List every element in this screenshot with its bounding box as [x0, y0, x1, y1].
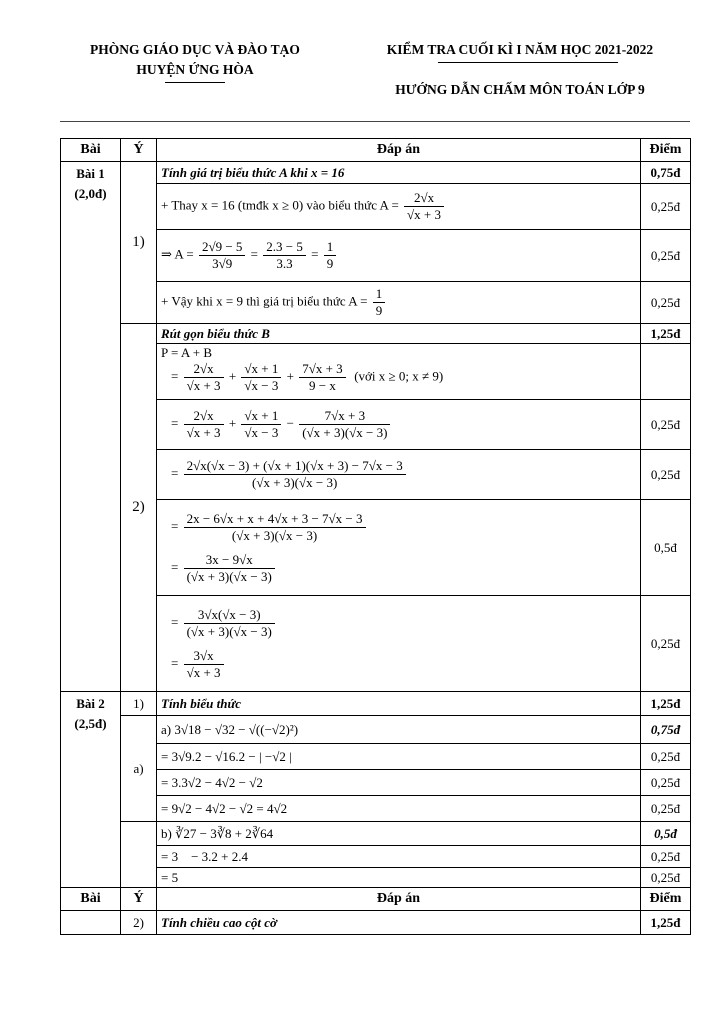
numerator: √x + 1 — [241, 361, 281, 378]
col-y: Ý — [121, 888, 157, 911]
fraction — [184, 361, 224, 394]
bai1-q2-line67 — [157, 596, 641, 692]
numerator: 2√x — [184, 408, 224, 425]
guide-title: HƯỚNG DẪN CHẤM MÔN TOÁN LỚP 9 — [395, 82, 645, 97]
fraction — [184, 408, 224, 441]
numerator: 3x − 9√x — [184, 552, 275, 569]
fraction — [324, 239, 337, 272]
numerator: 2√9 − 5 — [199, 239, 245, 256]
document-header — [0, 40, 724, 110]
bai2-a-line3-pts: 0,25đ — [641, 770, 691, 796]
bai1-q1-step1 — [157, 184, 641, 230]
numerator: 2√x(√x − 3) + (√x + 1)(√x + 3) − 7√x − 3 — [184, 458, 406, 475]
district-name: HUYỆN ỨNG HÒA — [136, 62, 254, 77]
bai1-q1-title-pts: 0,75đ — [641, 162, 691, 184]
bai2-yb-cell — [121, 822, 157, 888]
bai2-cell — [61, 692, 121, 888]
denominator: (√x + 3)(√x − 3) — [252, 475, 338, 490]
denominator: 9 — [326, 256, 334, 271]
fraction — [404, 190, 444, 223]
fraction — [184, 648, 224, 681]
denominator: (√x + 3)(√x − 3) — [302, 425, 388, 440]
numerator: 3√x(√x − 3) — [184, 607, 275, 624]
col-diem: Điểm — [641, 888, 691, 911]
header-left-underline — [165, 82, 225, 83]
bai2-y1: 1) — [121, 692, 157, 716]
bai1-q2-title: Rút gọn biểu thức B — [157, 324, 641, 344]
bai2-b-line3: = 5 — [157, 868, 641, 888]
bai2-points: (2,5đ) — [74, 716, 107, 731]
bai1-q2-line67-pts: 0,25đ — [641, 596, 691, 692]
col-bai: Bài — [61, 888, 121, 911]
bai2-ya: a) — [121, 716, 157, 822]
denominator: √x + 3 — [186, 664, 221, 680]
fraction — [184, 607, 275, 640]
step-text: + Thay x = 16 (tmđk x ≥ 0) vào biểu thức A = — [161, 197, 399, 213]
bai1-q2-line1 — [157, 344, 641, 400]
bai2-a-line2-pts: 0,25đ — [641, 744, 691, 770]
numerator: 2.3 − 5 — [263, 239, 306, 256]
numerator: √x + 1 — [241, 408, 281, 425]
numerator: 2√x — [404, 190, 444, 207]
fraction — [241, 408, 281, 441]
bai1-cell — [61, 162, 121, 692]
bai1-q1-step1-pts: 0,25đ — [641, 184, 691, 230]
expression: = $\frac{3x - 9√x}{(√x + 3)(√x - 3)}$ — [171, 552, 636, 585]
bai1-points: (2,0đ) — [74, 186, 107, 201]
department-name: PHÒNG GIÁO DỤC VÀ ĐÀO TẠO — [90, 42, 300, 57]
condition-text: (với x ≥ 0; x ≠ 9) — [354, 368, 444, 384]
bai2-q2-title-pts: 1,25đ — [641, 911, 691, 935]
table-row — [61, 692, 691, 716]
bai1-q2-line45-pts: 0,5đ — [641, 500, 691, 596]
denominator: √x + 3 — [186, 425, 221, 440]
bai1-q1-step2-pts: 0,25đ — [641, 230, 691, 282]
col-bai: Bài — [61, 139, 121, 162]
col-y: Ý — [121, 139, 157, 162]
fraction — [299, 408, 390, 441]
fraction — [373, 286, 386, 319]
denominator: 9 — [375, 303, 383, 318]
denominator: √x + 3 — [407, 207, 441, 222]
bai2-q1-title-pts: 1,25đ — [641, 692, 691, 716]
header-right-underline — [438, 62, 618, 63]
bai1-q1-step3-pts: 0,25đ — [641, 282, 691, 324]
table-header-row — [61, 139, 691, 162]
bai1-q2-line3: = $\frac{2√x(√x - 3) + (√x + 1)(√x + 3) - 7√x - 3}{(√x + 3)(√x - 3)}$ — [157, 450, 641, 500]
fraction — [184, 511, 366, 544]
col-dapan: Đáp án — [157, 888, 641, 911]
fraction — [241, 361, 281, 394]
table-row — [61, 716, 691, 744]
numerator: 7√x + 3 — [299, 361, 345, 378]
numerator: 3√x — [184, 648, 224, 665]
bai2-y2: 2) — [121, 911, 157, 935]
step-text: ⇒ A = — [161, 246, 194, 262]
denominator: 9 − x — [309, 378, 336, 393]
numerator: 2x − 6√x + x + 4√x + 3 − 7√x − 3 — [184, 511, 366, 528]
denominator: 3√9 — [212, 256, 233, 271]
numerator: 1 — [324, 239, 337, 256]
bai2-b-line1-pts: 0,5đ — [641, 822, 691, 846]
denominator: √x + 3 — [186, 378, 221, 393]
denominator: (√x + 3)(√x − 3) — [186, 623, 272, 639]
denominator: 3.3 — [276, 256, 293, 271]
table-row — [61, 162, 691, 184]
empty-pts-cell — [641, 344, 691, 400]
bai2-a-line4: = 9√2 − 4√2 − √2 = 4√2 — [157, 796, 641, 822]
bai1-q2-line2-pts: 0,25đ — [641, 400, 691, 450]
bai1-q2-line45 — [157, 500, 641, 596]
numerator: 1 — [373, 286, 386, 303]
grading-table — [60, 138, 691, 935]
bai2-a-line1: a) 3√18 − √32 − √((−√2)²) — [157, 716, 641, 744]
bai1-q2-title-pts: 1,25đ — [641, 324, 691, 344]
bai2-label: Bài 2 — [76, 696, 105, 711]
header-left — [60, 40, 330, 80]
empty-bai-cell — [61, 911, 121, 935]
header-right — [360, 40, 680, 100]
exam-title: KIỂM TRA CUỐI KÌ I NĂM HỌC 2021-2022 — [386, 42, 654, 57]
step-text: P = A + B — [161, 345, 213, 360]
col-dapan: Đáp án — [157, 139, 641, 162]
bai1-label: Bài 1 — [76, 166, 105, 181]
bai1-y2: 2) — [121, 324, 157, 692]
fraction — [199, 239, 245, 272]
bai2-b-line2: = 3 − 3.2 + 2.4 — [157, 846, 641, 868]
bai2-a-line1-pts: 0,75đ — [641, 716, 691, 744]
denominator: (√x + 3)(√x − 3) — [231, 527, 318, 543]
fraction — [299, 361, 345, 394]
bai1-q1-step2: ⇒ A = $\frac{2√9 - 5}{3√9}$ = $\frac{2.3 - 5}{3.3}$ = $\frac{1}{9}$ — [157, 230, 641, 282]
bai1-y1: 1) — [121, 162, 157, 324]
step-text: + Vậy khi x = 9 thì giá trị biểu thức A = — [161, 293, 368, 309]
fraction — [184, 458, 406, 491]
expression: = $\frac{2x - 6√x + x + 4√x + 3 - 7√x - 3}{(√x + 3)(√x - 3)}$ — [171, 511, 636, 544]
bai1-q2-line2: = $\frac{2√x}{√x + 3}$ + $\frac{√x + 1}{√x - 3}$ − $\frac{7√x + 3}{(√x + 3)(√x - 3)}$ — [157, 400, 641, 450]
expression: = $\frac{3√x}{√x + 3}$ — [171, 648, 636, 681]
bai2-b-line1: b) ∛27 − 3∛8 + 2∛64 — [157, 822, 641, 846]
bai2-a-line2: = 3√9.2 − √16.2 − | −√2 | — [157, 744, 641, 770]
table-row — [61, 911, 691, 935]
expression: = $\frac{3√x(√x - 3)}{(√x + 3)(√x - 3)}$ — [171, 607, 636, 640]
bai2-b-line2-pts: 0,25đ — [641, 846, 691, 868]
table-row — [61, 822, 691, 846]
denominator: √x − 3 — [244, 378, 279, 393]
numerator: 7√x + 3 — [299, 408, 390, 425]
fraction — [184, 552, 275, 585]
bai1-q1-step3 — [157, 282, 641, 324]
table-header-row-repeat — [61, 888, 691, 911]
bai2-a-line4-pts: 0,25đ — [641, 796, 691, 822]
bai2-q1-title: Tính biểu thức — [157, 692, 641, 716]
col-diem: Điểm — [641, 139, 691, 162]
bai2-q2-title: Tính chiều cao cột cờ — [157, 911, 641, 935]
bai2-a-line3: = 3.3√2 − 4√2 − √2 — [157, 770, 641, 796]
header-rule — [60, 121, 690, 122]
bai1-q2-line3-pts: 0,25đ — [641, 450, 691, 500]
denominator: √x − 3 — [244, 425, 279, 440]
expression: = $\frac{2√x}{√x + 3}$ + $\frac{√x + 1}{√x - 3}$ + $\frac{7√x + 3}{9 - x}$ (với x ≥ 0; x ≠ 9) — [171, 361, 444, 393]
denominator: (√x + 3)(√x − 3) — [186, 568, 272, 584]
bai1-q1-title: Tính giá trị biểu thức A khi x = 16 — [157, 162, 641, 184]
numerator: 2√x — [184, 361, 224, 378]
table-row — [61, 324, 691, 344]
bai2-b-line3-pts: 0,25đ — [641, 868, 691, 888]
fraction — [263, 239, 306, 272]
